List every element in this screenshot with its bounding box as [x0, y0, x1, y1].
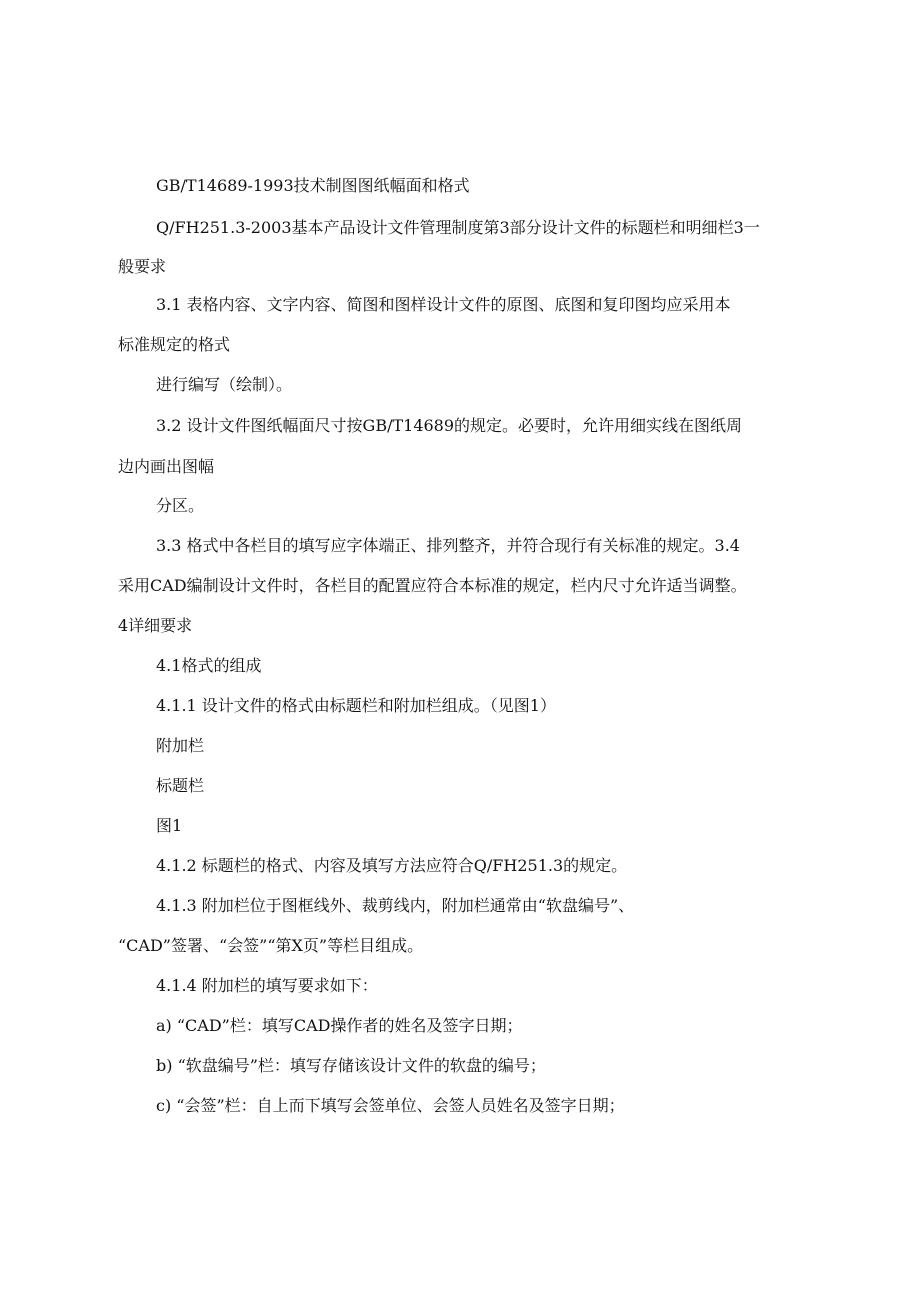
text-line: a) “CAD”栏：填写CAD操作者的姓名及签字日期； — [156, 1016, 523, 1035]
text-line: 3.2 设计文件图纸幅面尺寸按GB/T14689的规定。必要时，允许用细实线在图纸周 — [156, 416, 743, 435]
text-line: 4.1.3 附加栏位于图框线外、裁剪线内，附加栏通常由“软盘编号”、 — [156, 896, 635, 915]
text-line: 标准规定的格式 — [118, 335, 231, 354]
text-line: 图1 — [156, 816, 183, 835]
text-line: 4.1格式的组成 — [156, 656, 262, 675]
text-line: 4.1.2 标题栏的格式、内容及填写方法应符合Q/FH251.3的规定。 — [156, 856, 628, 875]
text-line: 进行编写（绘制）。 — [156, 375, 293, 394]
text-line: Q/FH251.3-2003基本产品设计文件管理制度第3部分设计文件的标题栏和明细栏3一 — [156, 218, 760, 237]
text-line: 附加栏 — [156, 736, 205, 755]
text-line: 采用CAD编制设计文件时，各栏目的配置应符合本标准的规定，栏内尺寸允许适当调整。 — [118, 576, 747, 595]
text-line: 分区。 — [156, 496, 205, 515]
text-line: 4.1.1 设计文件的格式由标题栏和附加栏组成。（见图1） — [156, 696, 556, 715]
text-line: GB/T14689-1993技术制图图纸幅面和格式 — [156, 176, 470, 195]
text-line: b) “软盘编号”栏：填写存储该设计文件的软盘的编号； — [156, 1056, 546, 1075]
text-line: 4.1.4 附加栏的填写要求如下： — [156, 976, 378, 995]
text-line: 般要求 — [118, 257, 167, 276]
text-line: 标题栏 — [156, 776, 205, 795]
text-line: c) “会签”栏：自上而下填写会签单位、会签人员姓名及签字日期； — [156, 1096, 625, 1115]
text-line: 3.1 表格内容、文字内容、简图和图样设计文件的原图、底图和复印图均应采用本 — [156, 295, 731, 314]
text-line: “CAD”签署、“会签”“第X页”等栏目组成。 — [118, 936, 424, 955]
text-line: 边内画出图幅 — [118, 457, 215, 476]
text-line: 3.3 格式中各栏目的填写应字体端正、排列整齐，并符合现行有关标准的规定。3.4 — [156, 536, 740, 555]
text-line: 4详细要求 — [118, 616, 193, 635]
